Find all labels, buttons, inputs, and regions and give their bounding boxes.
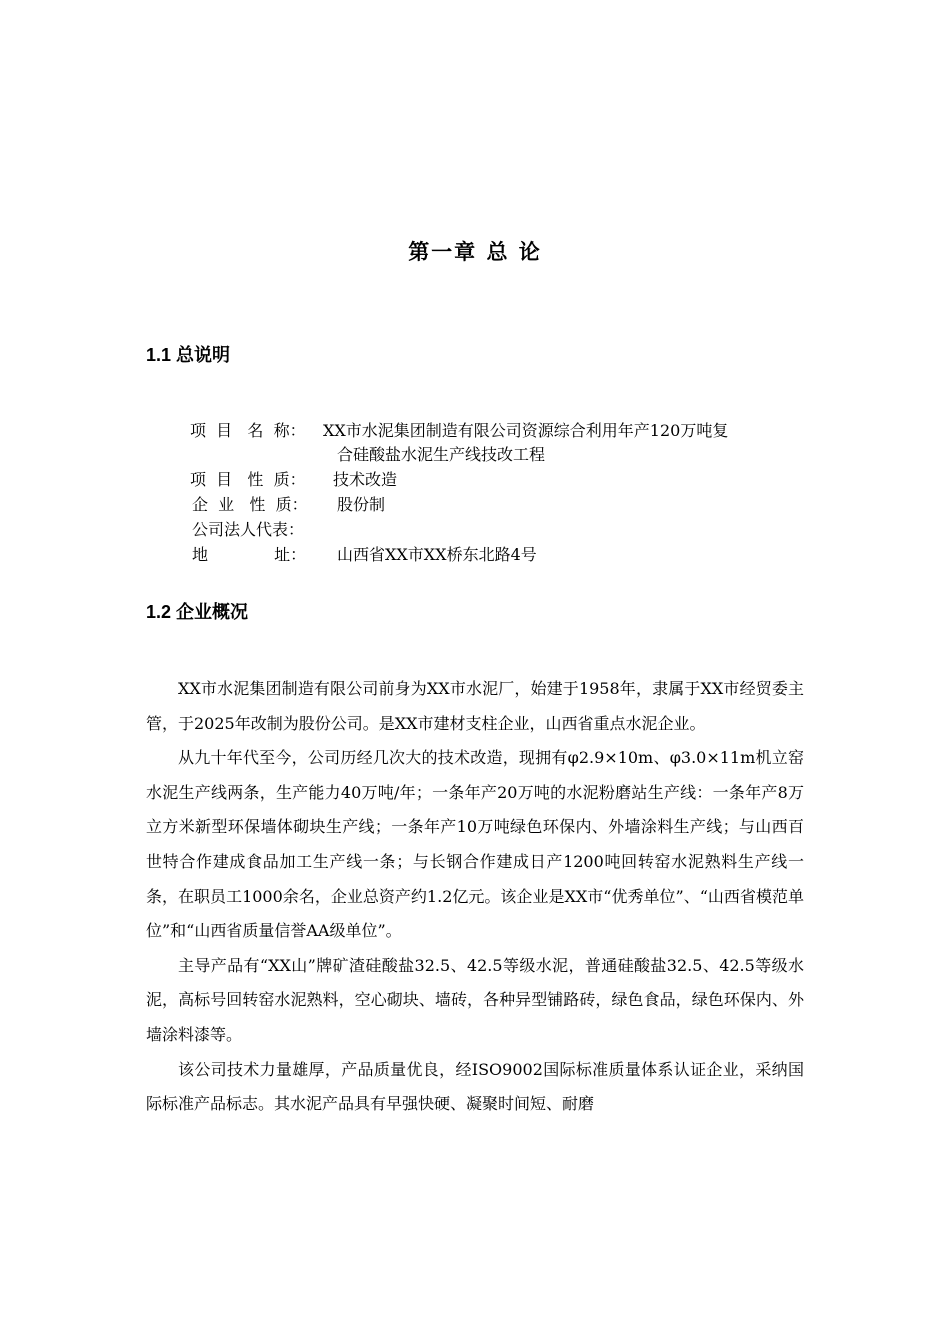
info-label: 地 址：: [192, 545, 307, 564]
chapter-title: 第一章 总 论: [408, 239, 542, 264]
info-label: 公司法人代表：: [192, 520, 305, 539]
info-value: 山西省XX市XX桥东北路4号: [337, 545, 537, 564]
paragraph-technology: 该公司技术力量雄厚，产品质量优良，经ISO9002国际标准质量体系认证企业，采纳国际标准产品标志。其水泥产品具有早强快硬、凝聚时间短、耐磨: [146, 1059, 804, 1114]
paragraph-history: XX市水泥集团制造有限公司前身为XX市水泥厂，始建于1958年，隶属于XX市经贸委主管，于2025年改制为股份公司。是XX市建材支柱企业，山西省重点水泥企业。: [146, 679, 804, 733]
info-value: 技术改造: [333, 470, 398, 489]
info-label: 项 目 名 称：: [190, 421, 306, 440]
info-label: 企 业 性 质：: [192, 495, 308, 514]
paragraph-products: 主导产品有“XX山”牌矿渣硅酸盐32.5、42.5等级水泥，普通硅酸盐32.5、42.5等级水泥，高标号回转窑水泥熟料，空心砌块、墙砖，各种异型铺路砖，绿色食品，绿色环保内、外墙涂料漆等。: [146, 955, 804, 1044]
info-value: XX市水泥集团制造有限公司资源综合利用年产120万吨复: [323, 421, 729, 440]
section-heading-1-1: 1.1 总说明: [146, 345, 231, 365]
info-label: 项 目 性 质：: [190, 470, 306, 489]
company-overview-body: [146, 672, 804, 1122]
info-value-continued: 合硅酸盐水泥生产线技改工程: [337, 445, 546, 464]
paragraph-facilities: 从九十年代至今，公司历经几次大的技术改造，现拥有φ2.9×10m、φ3.0×11m机立窑水泥生产线两条，生产能力40万吨/年；一条年产20万吨的水泥粉磨站生产线：一条年产8万立方米新型环保墙体砌块生产线；一条年产10万吨绿色环保内、外墙涂料生产线；与山西百世特合作建成食品加工生产线一条；与长钢合作建成日产1200吨回转窑水泥熟料生产线一条，在职员工1000余名，企业总资产约1.2亿元。该企业是XX市“优秀单位”、“山西省模范单位”和“山西省质量信誉AA级单位”。: [146, 748, 804, 941]
info-value: 股份制: [337, 495, 386, 514]
section-heading-1-2: 1.2 企业概况: [146, 602, 249, 622]
